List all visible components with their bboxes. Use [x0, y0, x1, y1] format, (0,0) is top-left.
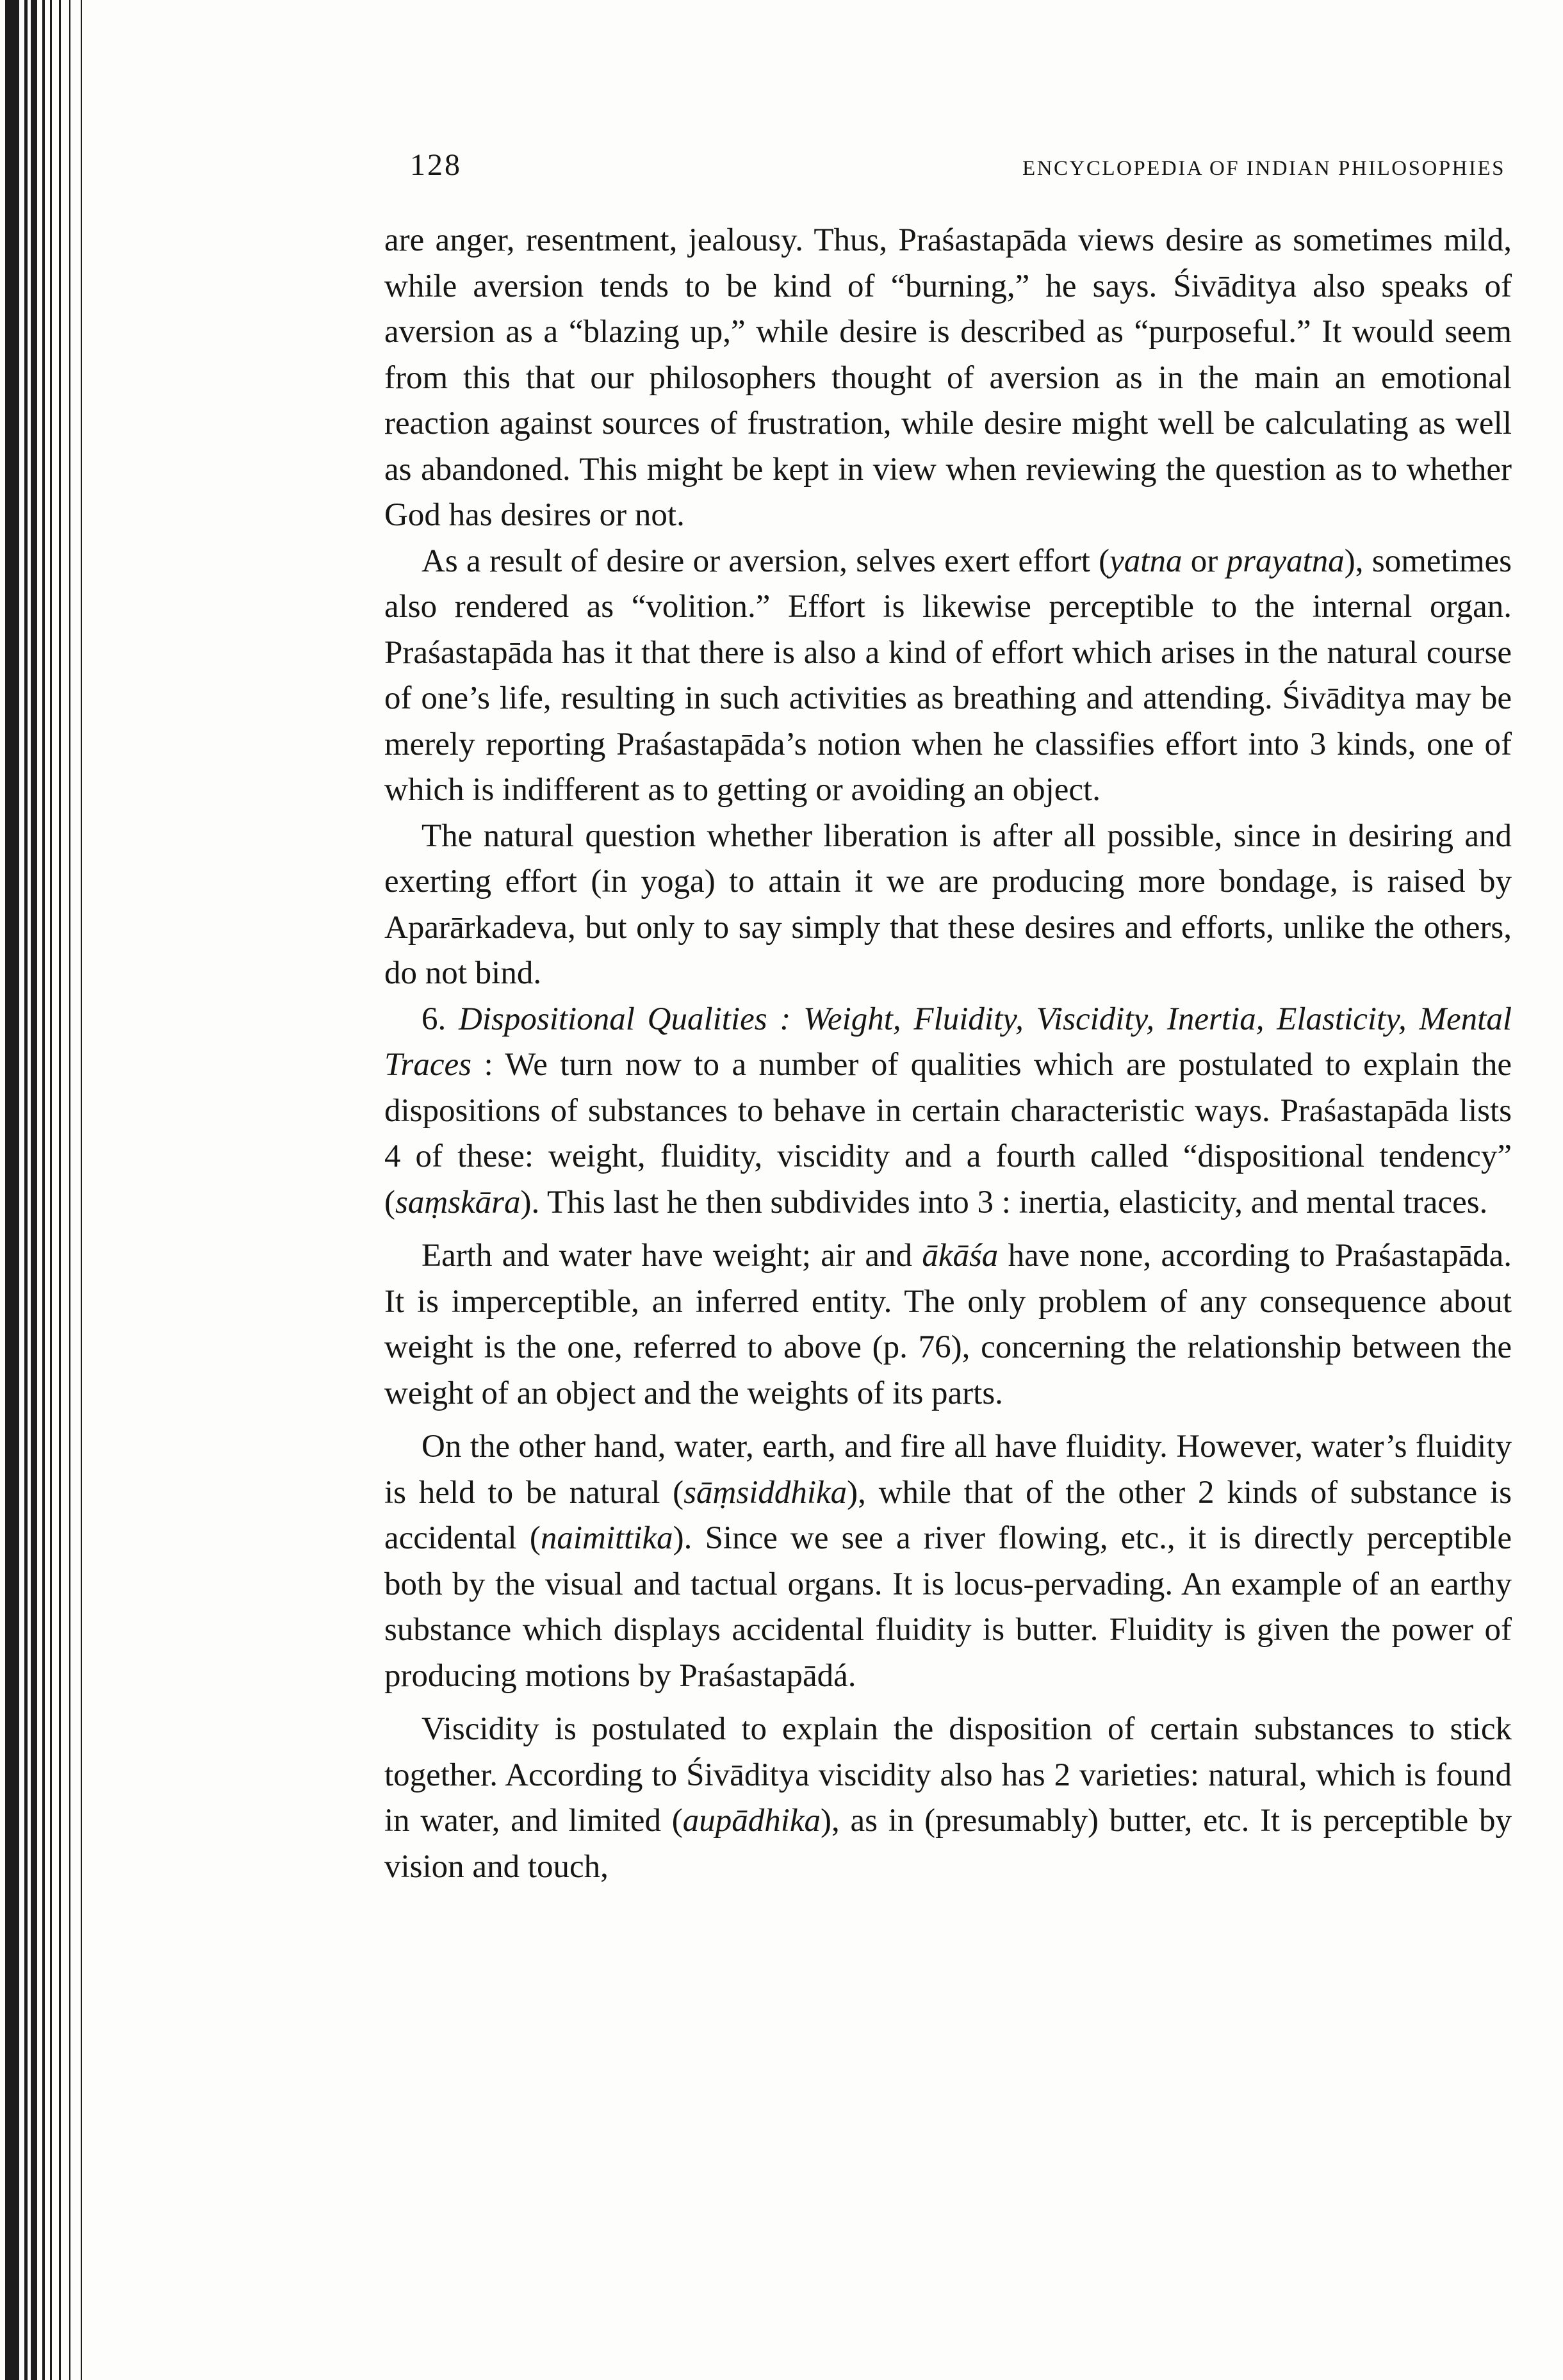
paragraph-7: Viscidity is postulated to explain the disposition of certain substances to stick together. According to Śivāditya viscidity also has 2 varieties: natural, which is found in water, and limited (aupādhika), as in (presumably) butter, etc. It is perceptible by vision and touch, — [384, 1711, 1512, 1885]
book-page — [384, 147, 1512, 1890]
page-number: 128 — [410, 148, 462, 182]
paragraph-4-section-heading: 6. Dispositional Qualities : Weight, Fluidity, Viscidity, Inertia, Elasticity, Mental Traces : We turn now to a number of qualities which are postulated to explain the dispositions of substances to behave in certain characteristic ways. Praśastapāda lists 4 of these: weight, fluidity, viscidity and a fourth called “dispositional tendency” (saṃskāra). This last he then subdivides into 3 : inertia, elasticity, and mental traces. — [384, 1001, 1512, 1220]
book-binding-edge — [0, 0, 96, 2380]
paragraph-3: The natural question whether liberation is after all possible, since in desiring and exerting effort (in yoga) to attain it we are producing more bondage, is raised by Aparārkadeva, but only to say simply that these desires and efforts, unlike the others, do not bind. — [384, 817, 1512, 991]
paragraph-1: are anger, resentment, jealousy. Thus, Praśastapāda views desire as sometimes mild, while aversion tends to be kind of “burning,” he says. Śivāditya also speaks of aversion as a “blazing up,” while desire is described as “purposeful.” It would seem from this that our philosophers thought of aversion as in the main an emotional reaction against sources of frustration, while desire might well be calculating as well as abandoned. This might be kept in view when reviewing the question as to whether God has desires or not. — [384, 222, 1512, 533]
paragraph-6: On the other hand, water, earth, and fire all have fluidity. However, water’s fluidity is held to be natural (sāṃsiddhika), while that of the other 2 kinds of substance is accidental (naimittika). Since we see a river flowing, etc., it is directly perceptible both by the visual and tactual organs. It is locus-pervading. An example of an earthy substance which displays accidental fluidity is butter. Fluidity is given the power of producing motions by Praśastapādá. — [384, 1429, 1512, 1694]
page-header — [384, 147, 1512, 192]
paragraph-2: As a result of desire or aversion, selves exert effort (yatna or prayatna), sometimes also rendered as “volition.” Effort is likewise perceptible to the internal organ. Praśastapāda has it that there is also a kind of effort which arises in the natural course of one’s life, resulting in such activities as breathing and attending. Śivāditya may be merely reporting Praśastapāda’s notion when he classifies effort into 3 kinds, one of which is indifferent as to getting or avoiding an object. — [384, 543, 1512, 808]
paragraph-5: Earth and water have weight; air and ākāśa have none, according to Praśastapāda. It is imperceptible, an inferred entity. The only problem of any consequence about weight is the one, referred to above (p. 76), concerning the relationship between the weight of an object and the weights of its parts. — [384, 1238, 1512, 1411]
running-head: ENCYCLOPEDIA OF INDIAN PHILOSOPHIES — [1022, 157, 1505, 180]
